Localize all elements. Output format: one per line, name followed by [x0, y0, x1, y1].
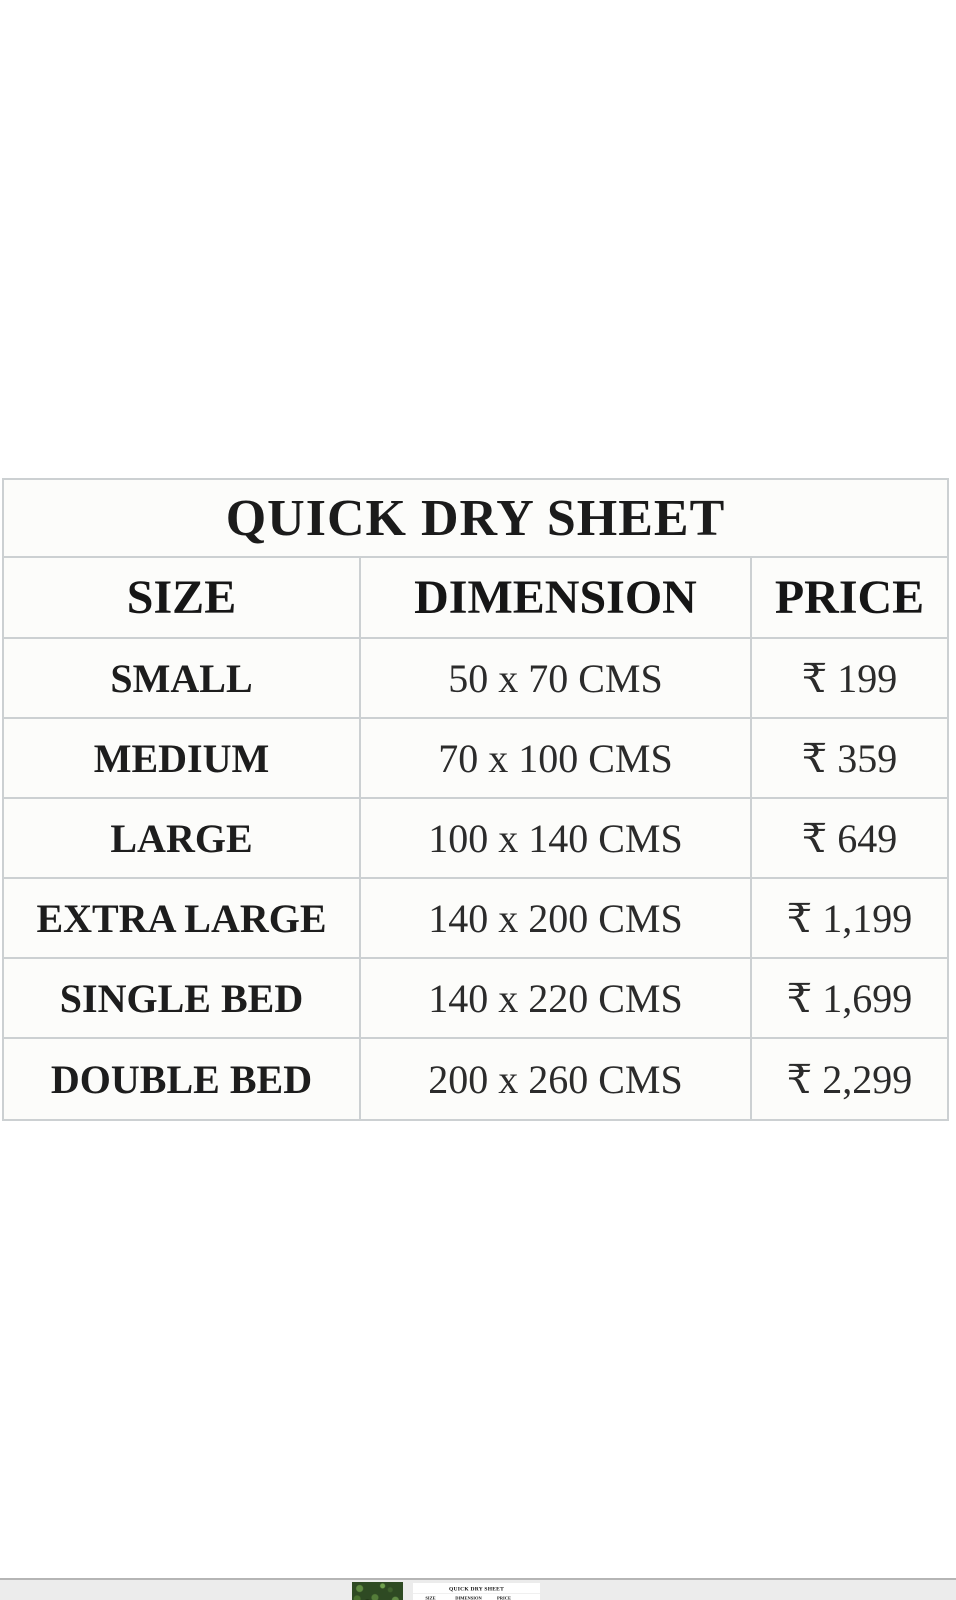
table-row	[4, 959, 947, 1039]
size-chart-thumbnail[interactable]	[413, 1583, 540, 1600]
table-title: QUICK DRY SHEET	[4, 480, 947, 558]
size-chart-table	[2, 478, 949, 1121]
price-cell: ₹ 1,199	[752, 879, 947, 957]
mini-column-header-price: PRICE	[496, 1595, 511, 1600]
mini-table-header-row	[413, 1596, 540, 1600]
product-photo-thumbnail[interactable]	[352, 1582, 403, 1600]
size-chart-thumbnail-content	[413, 1586, 540, 1600]
size-cell: SMALL	[4, 639, 359, 717]
size-cell: SINGLE BED	[4, 959, 359, 1037]
dimension-cell: 140 x 220 CMS	[359, 959, 752, 1037]
column-header-size: SIZE	[4, 558, 359, 637]
table-row	[4, 879, 947, 959]
mini-column-header-dimension: DIMENSION	[455, 1595, 482, 1600]
size-cell: LARGE	[4, 799, 359, 877]
thumbnail-strip	[0, 1578, 956, 1600]
mini-column-header-size: SIZE	[425, 1595, 436, 1600]
table-row	[4, 719, 947, 799]
dimension-cell: 70 x 100 CMS	[359, 719, 752, 797]
mini-table-title: QUICK DRY SHEET	[413, 1586, 540, 1594]
price-cell: ₹ 199	[752, 639, 947, 717]
table-row	[4, 799, 947, 879]
dimension-cell: 50 x 70 CMS	[359, 639, 752, 717]
table-header-row	[4, 558, 947, 639]
dimension-cell: 100 x 140 CMS	[359, 799, 752, 877]
size-cell: DOUBLE BED	[4, 1039, 359, 1119]
price-cell: ₹ 649	[752, 799, 947, 877]
column-header-price: PRICE	[752, 558, 947, 637]
size-cell: MEDIUM	[4, 719, 359, 797]
size-cell: EXTRA LARGE	[4, 879, 359, 957]
price-cell: ₹ 2,299	[752, 1039, 947, 1119]
table-row	[4, 639, 947, 719]
table-row	[4, 1039, 947, 1119]
price-cell: ₹ 359	[752, 719, 947, 797]
column-header-dimension: DIMENSION	[359, 558, 752, 637]
dimension-cell: 200 x 260 CMS	[359, 1039, 752, 1119]
price-cell: ₹ 1,699	[752, 959, 947, 1037]
dimension-cell: 140 x 200 CMS	[359, 879, 752, 957]
